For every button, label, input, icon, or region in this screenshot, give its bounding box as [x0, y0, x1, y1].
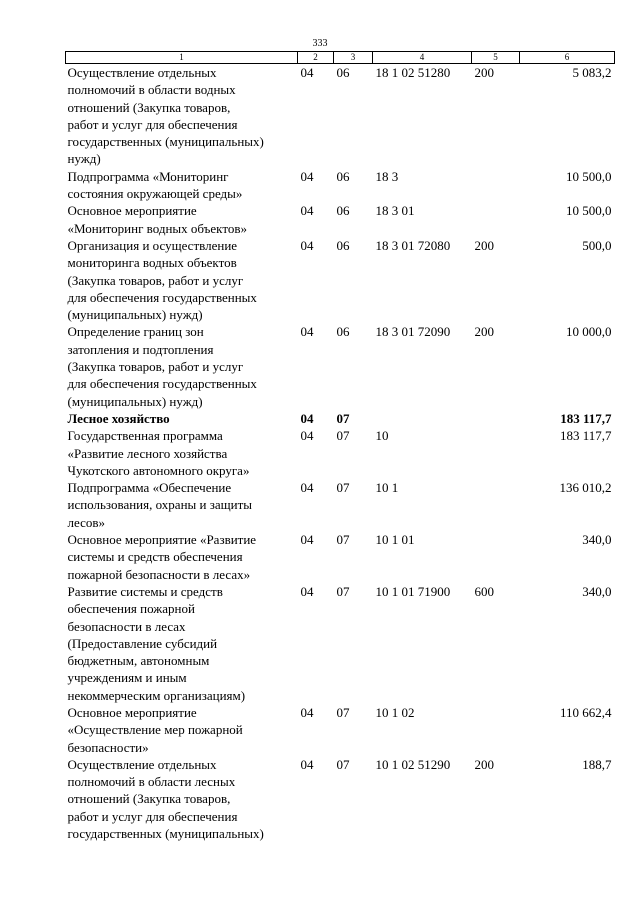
row-subsection-code: 07 [336, 532, 350, 548]
row-target-article: 18 3 [375, 168, 399, 184]
header-col-1: 1 [66, 52, 298, 64]
row-target-article: 10 1 01 71900 [375, 583, 451, 599]
row-target-article: 18 3 01 [375, 203, 415, 219]
row-section-code: 04 [300, 168, 314, 184]
row-section-code: 04 [300, 428, 314, 444]
row-name: Основное мероприятие «Развитие системы и средств обеспечения пожарной безопасности в лесах» [67, 532, 257, 582]
header-col-5: 5 [472, 52, 520, 64]
row-section-code: 04 [300, 756, 314, 772]
row-name: Основное мероприятие «Мониторинг водных объектов» [67, 203, 247, 236]
row-subsection-code: 06 [336, 168, 350, 184]
row-expense-type: 600 [474, 583, 494, 599]
header-col-6: 6 [520, 52, 615, 64]
row-target-article: 18 3 01 72090 [375, 324, 451, 340]
row-name: Осуществление отдельных полномочий в области лесных отношений (Закупка товаров, работ и услуг для обеспечения государственных (муниципальных) [67, 756, 264, 842]
row-amount: 10 500,0 [566, 168, 612, 184]
table-row [66, 410, 615, 427]
row-name: Подпрограмма «Мониторинг состояния окружающей среды» [67, 168, 243, 202]
row-subsection-code: 06 [336, 65, 350, 80]
row-expense-type [472, 202, 520, 237]
row-section-code: 04 [300, 583, 314, 599]
table-row [66, 479, 615, 531]
table-body [66, 64, 615, 843]
row-target-article: 18 3 01 72080 [375, 237, 451, 253]
row-expense-type: 200 [474, 237, 494, 253]
table-row [66, 323, 615, 409]
row-subsection-code: 07 [336, 410, 350, 426]
row-name: Лесное хозяйство [67, 410, 170, 426]
row-amount: 183 117,7 [560, 410, 612, 426]
row-section-code: 04 [300, 237, 314, 253]
header-col-3: 3 [334, 52, 373, 64]
table-row [66, 237, 615, 323]
row-section-code: 04 [300, 203, 314, 219]
table-row [66, 531, 615, 583]
row-subsection-code: 06 [336, 324, 350, 340]
row-subsection-code: 07 [336, 428, 350, 444]
header-col-4: 4 [373, 52, 472, 64]
page-number: 333 [312, 38, 328, 49]
row-target-article [373, 410, 472, 427]
row-section-code: 04 [300, 704, 314, 720]
table-row [66, 583, 615, 704]
row-expense-type [472, 704, 520, 756]
row-expense-type [472, 168, 520, 203]
row-name: Организация и осуществление мониторинга водных объектов (Закупка товаров, работ и услуг для обеспечения государственных (муниципальных) нужд) [67, 237, 257, 323]
row-name: Развитие системы и средств обеспечения пожарной безопасности в лесах (Предоставление субсидий бюджетным, автономным учреждениям и иным некоммерческим организациям) [67, 583, 246, 703]
table-row [66, 704, 615, 756]
row-target-article: 10 1 01 [375, 532, 415, 548]
row-target-article: 10 1 02 [375, 704, 415, 720]
header-col-2: 2 [298, 52, 334, 64]
table-row [66, 168, 615, 203]
row-expense-type [472, 410, 520, 427]
row-name: Государственная программа «Развитие лесного хозяйства Чукотского автономного округа» [67, 428, 250, 478]
table-row [66, 756, 615, 842]
row-amount: 10 500,0 [566, 203, 612, 219]
row-subsection-code: 07 [336, 704, 350, 720]
row-expense-type [472, 427, 520, 479]
row-name: Подпрограмма «Обеспечение использования, охраны и защиты лесов» [67, 480, 253, 530]
row-amount: 183 117,7 [559, 428, 612, 444]
table-header [66, 52, 615, 64]
row-section-code: 04 [300, 532, 314, 548]
row-subsection-code: 06 [336, 203, 350, 219]
table-row [66, 427, 615, 479]
row-name: Основное мероприятие «Осуществление мер пожарной безопасности» [67, 704, 243, 755]
row-target-article: 18 1 02 51280 [375, 65, 451, 80]
row-expense-type [472, 479, 520, 531]
row-section-code: 04 [300, 65, 314, 80]
row-amount: 136 010,2 [559, 480, 612, 496]
row-name: Осуществление отдельных полномочий в области водных отношений (Закупка товаров, работ и услуг для обеспечения государственных (муниципальных) нужд) [67, 65, 264, 167]
row-name: Определение границ зон затопления и подтопления (Закупка товаров, работ и услуг для обеспечения государственных (муниципальных) нужд) [67, 324, 257, 409]
row-section-code: 04 [300, 480, 314, 496]
budget-table [65, 51, 615, 842]
row-amount: 5 083,2 [572, 65, 612, 80]
table-row [66, 202, 615, 237]
row-subsection-code: 06 [336, 237, 350, 253]
row-amount: 340,0 [582, 583, 612, 599]
row-subsection-code: 07 [336, 756, 350, 772]
row-amount: 500,0 [582, 237, 612, 253]
row-expense-type: 200 [474, 65, 494, 80]
row-amount: 10 000,0 [566, 324, 612, 340]
row-section-code: 04 [300, 324, 314, 340]
row-amount: 340,0 [582, 532, 612, 548]
row-expense-type: 200 [474, 756, 494, 772]
row-expense-type: 200 [474, 324, 494, 340]
table-row [66, 64, 615, 168]
row-amount: 188,7 [582, 756, 612, 772]
row-target-article: 10 [375, 428, 389, 444]
row-amount: 110 662,4 [559, 704, 612, 720]
row-target-article: 10 1 02 51290 [375, 756, 451, 772]
row-subsection-code: 07 [336, 480, 350, 496]
row-expense-type [472, 531, 520, 583]
row-section-code: 04 [300, 410, 314, 426]
row-subsection-code: 07 [336, 583, 350, 599]
row-target-article: 10 1 [375, 480, 399, 496]
